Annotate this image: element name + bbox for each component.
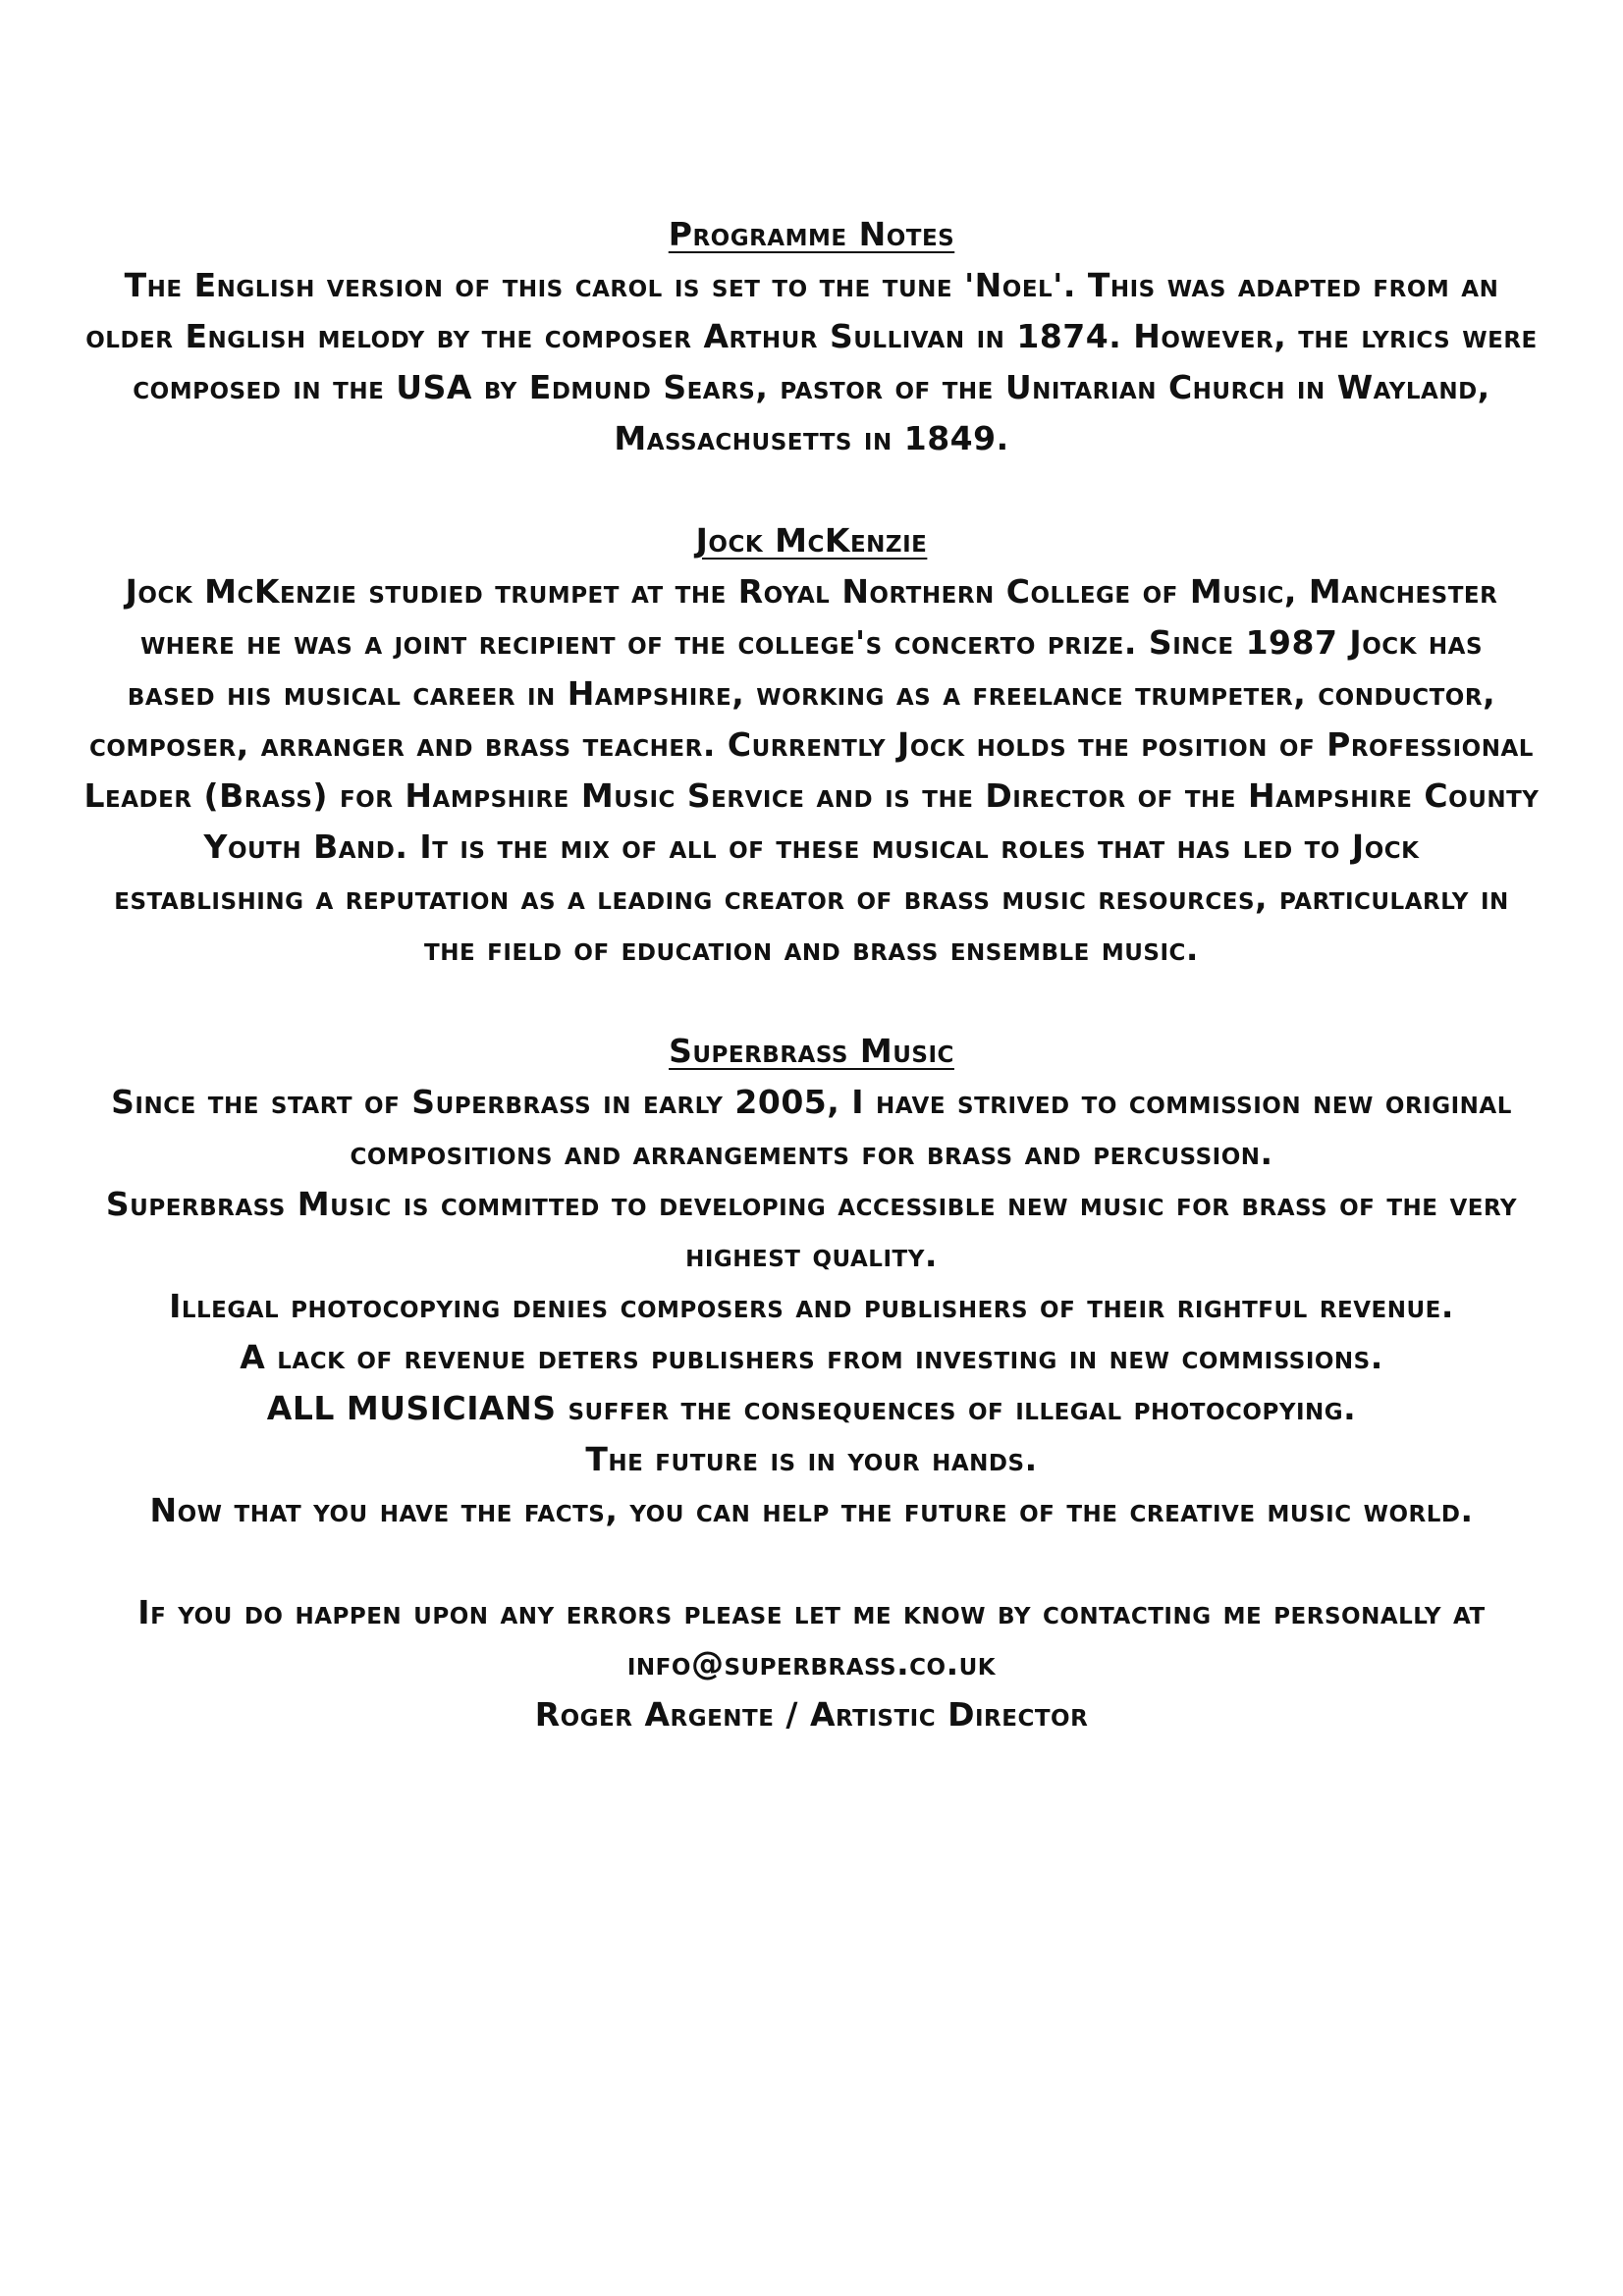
publisher-line: Superbrass Music is committed to developing accessible new music for brass of the very [105, 1185, 1518, 1223]
publisher-line: Now that you have the facts, you can help the future of the creative music world. [149, 1491, 1474, 1529]
publisher-line: highest quality. [685, 1236, 938, 1274]
composer-bio-line: Youth Band. It is the mix of all of these musical roles that has led to Jock [203, 828, 1420, 866]
programme-notes-line: older English melody by the composer Arthur Sullivan in 1874. However, the lyrics were [85, 317, 1538, 355]
programme-notes-section [0, 209, 1623, 464]
contact-line: If you do happen upon any errors please let me know by contacting me personally at [137, 1593, 1486, 1631]
publisher-line: The future is in your hands. [585, 1440, 1038, 1478]
section-spacer [0, 1536, 1623, 1587]
publisher-line: Since the start of Superbrass in early 2005, I have strived to commission new original [111, 1083, 1512, 1121]
publisher-line: compositions and arrangements for brass and percussion. [350, 1134, 1273, 1172]
publisher-line: ALL MUSICIANS suffer the consequences of illegal photocopying. [266, 1389, 1357, 1427]
programme-notes-line: Massachusetts in 1849. [614, 419, 1009, 457]
programme-notes-heading: Programme Notes [668, 215, 955, 253]
publisher-line: A lack of revenue deters publishers from investing in new commissions. [240, 1338, 1383, 1376]
signature-line: Roger Argente / Artistic Director [534, 1695, 1089, 1734]
composer-bio-line: the field of education and brass ensemble music. [424, 930, 1199, 968]
section-spacer [0, 975, 1623, 1026]
composer-bio-section [0, 515, 1623, 975]
composer-bio-line: where he was a joint recipient of the college's concerto prize. Since 1987 Jock has [139, 623, 1484, 662]
section-spacer [0, 464, 1623, 515]
publisher-section [0, 1026, 1623, 1536]
composer-heading: Jock McKenzie [695, 521, 928, 560]
composer-bio-line: based his musical career in Hampshire, working as a freelance trumpeter, conductor, [127, 674, 1496, 713]
composer-bio-line: Leader (Brass) for Hampshire Music Service and is the Director of the Hampshire County [83, 776, 1540, 815]
contact-section [0, 1587, 1623, 1740]
programme-notes-line: The English version of this carol is set to the tune 'Noel'. This was adapted from an [124, 266, 1499, 304]
publisher-line: Illegal photocopying denies composers and publishers of their rightful revenue. [169, 1287, 1454, 1325]
composer-bio-line: establishing a reputation as a leading creator of brass music resources, particularly in [114, 879, 1509, 917]
composer-bio-line: composer, arranger and brass teacher. Currently Jock holds the position of Professional [89, 725, 1534, 764]
programme-notes-line: composed in the USA by Edmund Sears, pastor of the Unitarian Church in Wayland, [133, 368, 1490, 406]
composer-bio-line: Jock McKenzie studied trumpet at the Royal Northern College of Music, Manchester [125, 572, 1498, 611]
contact-email: info@superbrass.co.uk [626, 1644, 997, 1682]
publisher-heading: Superbrass Music [669, 1032, 954, 1070]
